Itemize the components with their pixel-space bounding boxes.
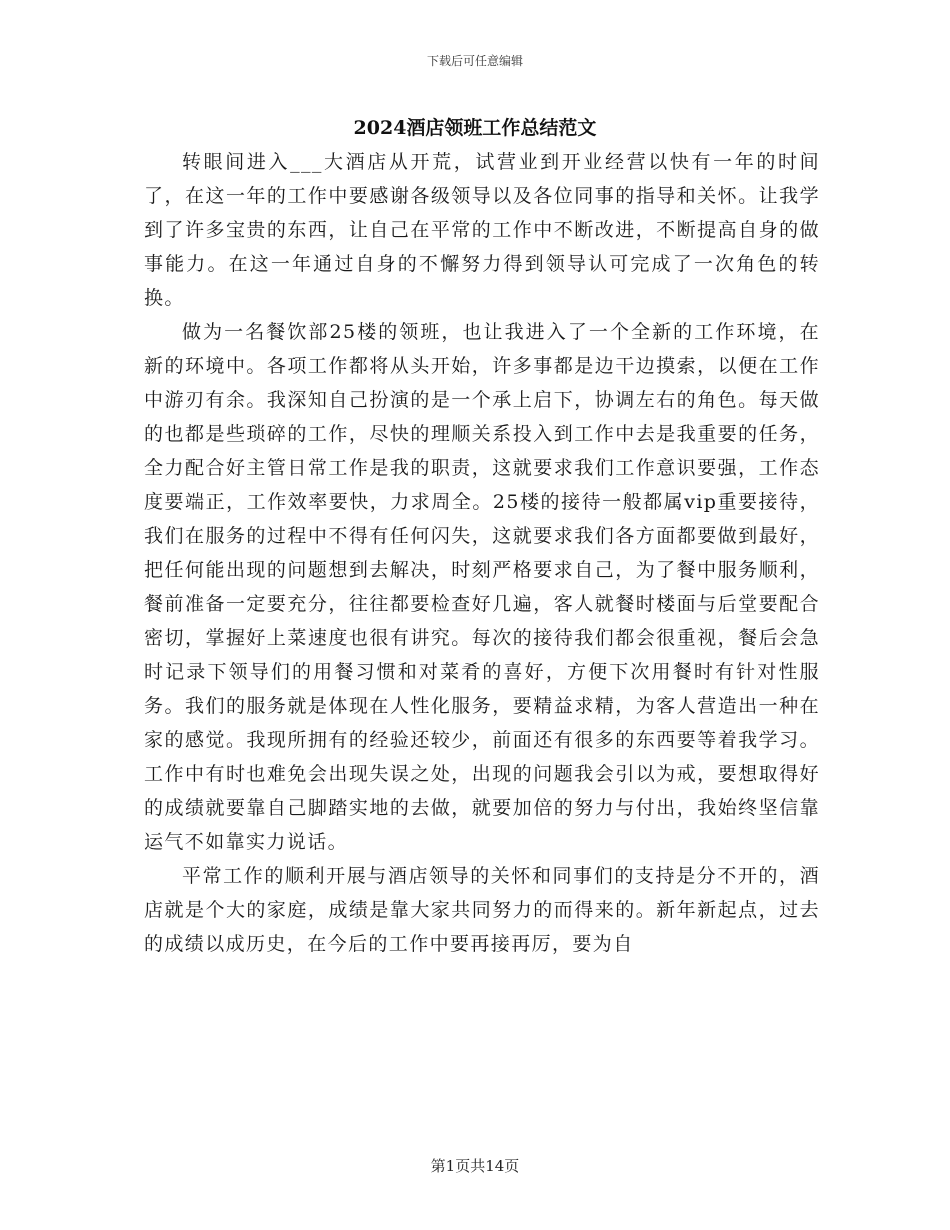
paragraph-1: 转眼间进入___大酒店从开荒，试营业到开业经营以快有一年的时间了，在这一年的工作中要感谢各级领导以及各位同事的指导和关怀。让我学到了许多宝贵的东西，让自己在平常的工作中不断改进，不断提高自身的做事能力。在这一年通过自身的不懈努力得到领导认可完成了一次角色的转换。: [144, 151, 820, 309]
paragraph-3: 平常工作的顺利开展与酒店领导的关怀和同事们的支持是分不开的，酒店就是个大的家庭，成绩是靠大家共同努力的而得来的。新年新起点，过去的成绩以成历史，在今后的工作中要再接再厉，要为自: [144, 865, 820, 955]
page-number-footer: 第1页共14页: [430, 1157, 520, 1175]
paragraph-2: 做为一名餐饮部25楼的领班，也让我进入了一个全新的工作环境，在新的环境中。各项工作都将从头开始，许多事都是边干边摸索，以便在工作中游刃有余。我深知自己扮演的是一个承上启下，协调左右的角色。每天做的也都是些琐碎的工作，尽快的理顺关系投入到工作中去是我重要的任务，全力配合好主管日常工作是我的职责，这就要求我们工作意识要强，工作态度要端正，工作效率要快，力求周全。25楼的接待一般都属vip重要接待，我们在服务的过程中不得有任何闪失，这就要求我们各方面都要做到最好，把任何能出现的问题想到去解决，时刻严格要求自己，为了餐中服务顺利，餐前准备一定要充分，往往都要检查好几遍，客人就餐时楼面与后堂要配合密切，掌握好上菜速度也很有讲究。每次的接待我们都会很重视，餐后会急时记录下领导们的用餐习惯和对菜肴的喜好，方便下次用餐时有针对性服务。我们的服务就是体现在人性化服务，要精益求精，为客人营造出一种在家的感觉。我现所拥有的经验还较少，前面还有很多的东西要等着我学习。工作中有时也难免会出现失误之处，出现的问题我会引以为戒，要想取得好的成绩就要靠自己脚踏实地的去做，就要加倍的努力与付出，我始终坚信靠运气不如靠实力说话。: [144, 321, 820, 853]
document-title: 2024酒店领班工作总结范文: [353, 117, 597, 139]
page-header-note: 下载后可任意编辑: [426, 54, 523, 68]
document-body: [144, 145, 820, 961]
